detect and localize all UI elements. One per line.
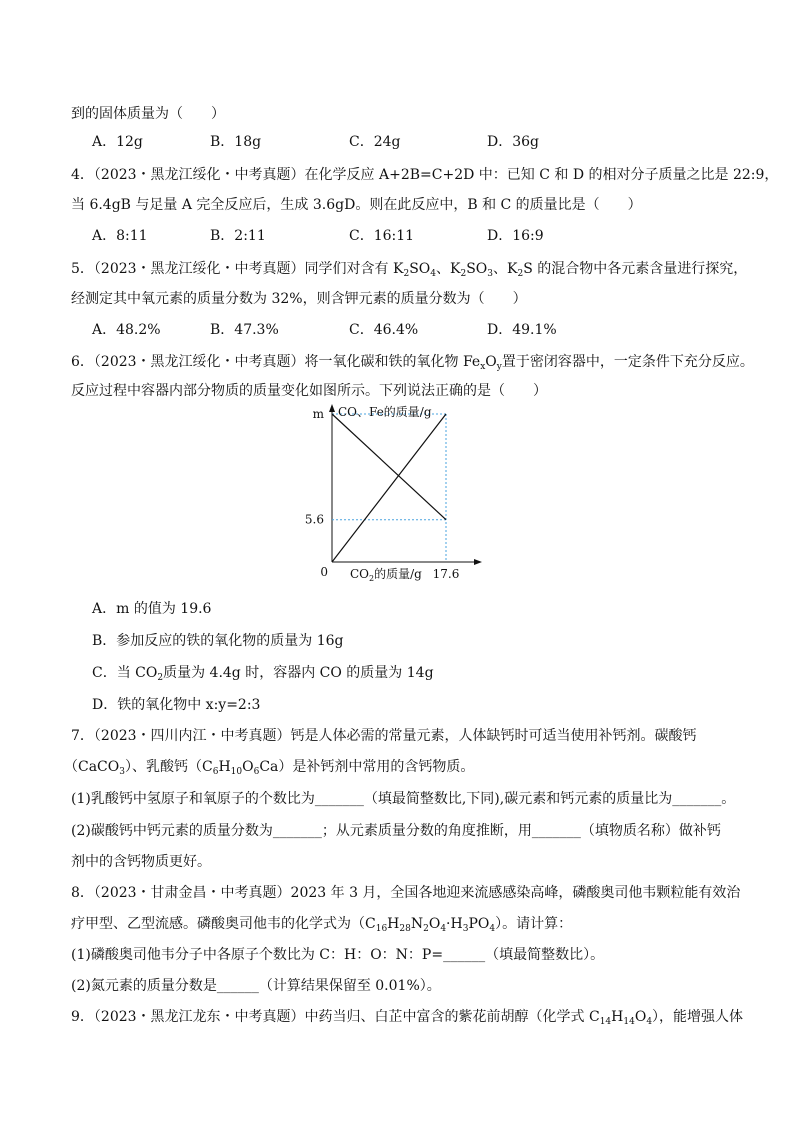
q6-line-1: 6．（2023・黑龙江绥化・中考真题）将一氧化碳和铁的氧化物 $Fe_xO_y$置于密闭容器中，一定条件下充分反应。 (71, 354, 754, 372)
q4-option-b: B．2:11 (210, 228, 266, 244)
y-tick-5-6: 5.6 (304, 512, 324, 527)
series-line-1 (332, 414, 446, 520)
q6-option-b: B．参加反应的铁的氧化物的质量为 16g (92, 633, 344, 649)
q3-tail-text: 到的固体质量为（ ） (71, 106, 225, 122)
q7-subquestion-1: (1)乳酸钙中氢原子和氧原子的个数比为_______（填最简整数比,下同),碳元素和钙元素的质量比为_______。 (71, 791, 736, 807)
x-axis-label: $CO_2$的质量/g (350, 567, 422, 583)
q7-line-2: （CaCO$_3$）、乳酸钙$(C_6H_{10}O_6Ca)$是补钙剂中常用的含钙物质。 (64, 759, 475, 777)
q8-line-1: 8．（2023・甘肃金昌・中考真题）2023 年 3 月，全国各地迎来流感感染高峰，磷酸奥司他韦颗粒能有效治 (71, 885, 741, 901)
q9-line-1: 9．（2023・黑龙江龙东・中考真题）中药当归、白芷中富含的紫花前胡醇（化学式 $C_{14}H_{14}O_4$），能增强人体 (71, 1009, 744, 1027)
q6-option-a: A．m 的值为 19.6 (92, 601, 212, 617)
q3-option-a: A．12g (92, 134, 143, 150)
q4-line-1: 4．（2023・黑龙江绥化・中考真题）在化学反应 A+2B=C+2D 中：已知 C 和 D 的相对分子质量之比是 22:9， (71, 167, 779, 183)
q5-option-a: A．48.2% (92, 322, 161, 338)
origin-label: 0 (320, 565, 328, 579)
q4-line-2: 当 6.4gB 与足量 A 完全反应后，生成 3.6gD。则在此反应中，B 和 C 的质量比是（ ） (71, 197, 642, 213)
q3-option-d: D．36g (487, 134, 540, 150)
q5-line-1: 5．（2023・黑龙江绥化・中考真题）同学们对含有 $K_2SO_4$、$K_2SO_3$、$K_2S$ 的混合物中各元素含量进行探究， (71, 261, 748, 279)
x-axis-arrow (474, 559, 482, 565)
q4-option-a: A．8:11 (92, 228, 148, 244)
q6-option-d: D．铁的氧化物中 x:y=2:3 (92, 697, 261, 713)
q6-option-c: C．当 $CO_2$质量为 4.4g 时，容器内 CO 的质量为 14g (92, 665, 434, 683)
chart-layer (305, 404, 482, 583)
q3-option-b: B．18g (210, 134, 262, 150)
y-tick-m: m (312, 407, 324, 421)
q8-subquestion-2: (2)氮元素的质量分数是______（计算结果保留至 0.01%）。 (71, 978, 441, 994)
q6-line-2: 反应过程中容器内部分物质的质量变化如图所示。下列说法正确的是（ ） (71, 383, 547, 399)
series-line-2 (332, 414, 446, 562)
q5-option-b: B．47.3% (210, 322, 279, 338)
q4-option-d: D．16:9 (487, 228, 544, 244)
q5-option-c: C．46.4% (349, 322, 419, 338)
q3-option-c: C．24g (349, 134, 401, 150)
q8-subquestion-1: (1)磷酸奥司他韦分子中各原子个数比为 C：H：O：N：P=______（填最简整数比）。 (71, 947, 605, 963)
mass-change-chart (300, 404, 500, 584)
q7-line-1: 7．（2023・四川内江・中考真题）钙是人体必需的常量元素，人体缺钙时可适当使用补钙剂。碳酸钙 (71, 728, 697, 744)
x-tick-17-6: 17.6 (432, 567, 460, 581)
q7-subquestion-2-line-1: (2)碳酸钙中钙元素的质量分数为_______；从元素质量分数的角度推断，用_______（填物质名称）做补钙 (71, 823, 721, 839)
q8-line-2: 疗甲型、乙型流感。磷酸奥司他韦的化学式为$(C_{16}H_{28}N_2O_4\cdot H_3PO_4)$。请计算： (71, 916, 573, 934)
q7-subquestion-2-line-2: 剂中的含钙物质更好。 (71, 854, 211, 870)
q5-line-2: 经测定其中氧元素的质量分数为 32%，则含钾元素的质量分数为（ ） (71, 291, 527, 307)
y-axis-label: CO、Fe的质量/g (338, 405, 432, 419)
y-axis-arrow (329, 404, 335, 412)
q5-option-d: D．49.1% (487, 322, 557, 338)
q4-option-c: C．16:11 (349, 228, 415, 244)
